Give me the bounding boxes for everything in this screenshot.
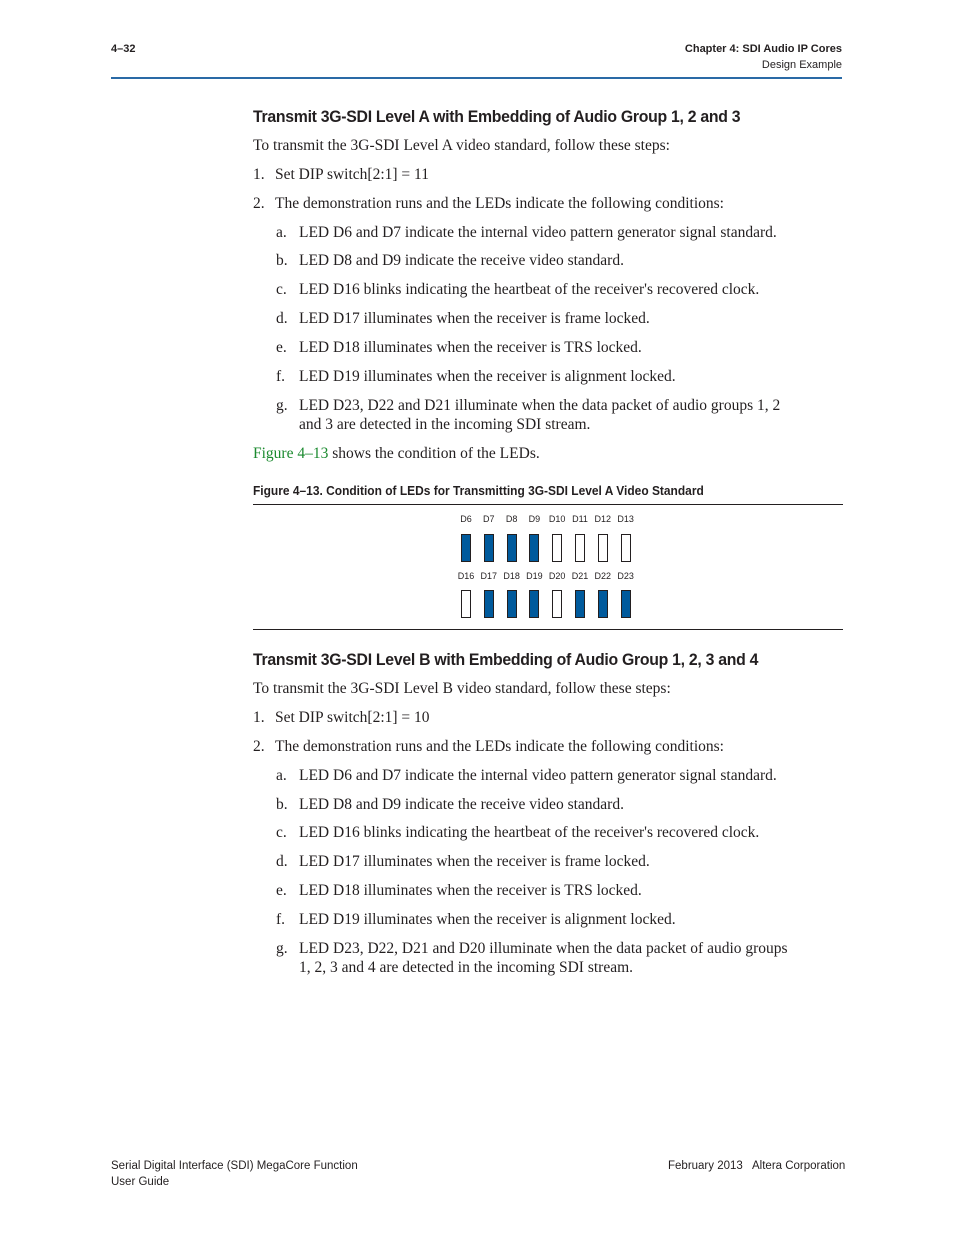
condition-letter: c.	[276, 824, 287, 841]
footer-company: Altera Corporation	[752, 1160, 846, 1172]
led-label: D13	[617, 514, 634, 524]
condition-text: LED D18 illuminates when the receiver is TRS locked.	[299, 882, 642, 899]
condition-letter: a.	[276, 767, 287, 784]
condition-text: LED D8 and D9 indicate the receive video standard.	[299, 252, 624, 269]
led-label: D19	[526, 571, 543, 581]
condition-letter: b.	[276, 796, 288, 813]
led-indicator	[598, 590, 608, 618]
chapter-title: Chapter 4: SDI Audio IP Cores	[684, 43, 842, 55]
step-text: Set DIP switch[2:1] = 10	[275, 709, 430, 726]
led-indicator	[507, 534, 517, 562]
condition-text: LED D16 blinks indicating the heartbeat of the receiver's recovered clock.	[299, 824, 760, 841]
condition-letter: c.	[276, 281, 287, 298]
condition-text: LED D19 illuminates when the receiver is alignment locked.	[299, 368, 676, 385]
section-title: Design Example	[761, 59, 842, 71]
led-label: D16	[457, 571, 475, 581]
led-indicator	[552, 590, 562, 618]
condition-text: LED D19 illuminates when the receiver is alignment locked.	[299, 911, 676, 928]
condition-text: LED D6 and D7 indicate the internal video pattern generator signal standard.	[299, 224, 777, 241]
led-indicator	[461, 534, 471, 562]
page-number: 4–32	[111, 43, 136, 55]
figure-reference	[253, 444, 540, 463]
section-a-heading: Transmit 3G-SDI Level A with Embedding of Audio Group 1, 2 and 3	[253, 107, 741, 126]
condition-letter: d.	[276, 310, 288, 327]
figure-top-rule	[253, 504, 843, 505]
condition-letter: b.	[276, 252, 288, 269]
condition-text: LED D6 and D7 indicate the internal video pattern generator signal standard.	[299, 767, 777, 784]
led-indicator	[575, 534, 585, 562]
step-number: 1.	[253, 166, 265, 183]
figure-link[interactable]: Figure 4–13	[253, 445, 329, 462]
condition-letter: e.	[276, 339, 287, 356]
step-text: The demonstration runs and the LEDs indicate the following conditions:	[275, 195, 724, 212]
section-b-intro: To transmit the 3G-SDI Level B video standard, follow these steps:	[253, 680, 671, 697]
led-indicator	[621, 590, 631, 618]
condition-text: LED D16 blinks indicating the heartbeat of the receiver's recovered clock.	[299, 281, 760, 298]
condition-letter: e.	[276, 882, 287, 899]
condition-letter: d.	[276, 853, 288, 870]
led-indicator	[552, 534, 562, 562]
condition-text: LED D8 and D9 indicate the receive video standard.	[299, 796, 624, 813]
condition-letter: g.	[276, 397, 288, 414]
led-label: D23	[617, 571, 634, 581]
figure-bottom-rule	[253, 629, 843, 630]
led-label: D10	[548, 514, 566, 524]
led-label: D18	[503, 571, 520, 581]
footer-doc-title: Serial Digital Interface (SDI) MegaCore Function	[111, 1160, 358, 1172]
led-label: D22	[594, 571, 612, 581]
led-indicator	[598, 534, 608, 562]
led-indicator	[484, 590, 494, 618]
led-label: D17	[480, 571, 498, 581]
led-label: D21	[571, 571, 589, 581]
condition-text: LED D23, D22, D21 and D20 illuminate when the data packet of audio groups	[299, 940, 788, 957]
led-indicator	[575, 590, 585, 618]
step-number: 2.	[253, 738, 265, 755]
led-indicator	[529, 534, 539, 562]
led-label: D8	[505, 514, 518, 524]
header-rule	[111, 77, 842, 79]
step-text: Set DIP switch[2:1] = 11	[275, 166, 429, 183]
step-number: 2.	[253, 195, 265, 212]
figure-reference-text: shows the condition of the LEDs.	[328, 445, 540, 462]
led-label: D12	[594, 514, 612, 524]
led-indicator	[621, 534, 631, 562]
led-indicator	[507, 590, 517, 618]
led-label: D9	[528, 514, 541, 524]
led-indicator	[461, 590, 471, 618]
led-label: D11	[572, 514, 588, 524]
condition-text: LED D18 illuminates when the receiver is TRS locked.	[299, 339, 642, 356]
footer-doc-subtitle: User Guide	[111, 1176, 170, 1188]
condition-text: 1, 2, 3 and 4 are detected in the incoming SDI stream.	[299, 959, 634, 976]
section-b-heading: Transmit 3G-SDI Level B with Embedding of Audio Group 1, 2, 3 and 4	[253, 650, 759, 669]
step-text: The demonstration runs and the LEDs indicate the following conditions:	[275, 738, 724, 755]
led-label: D7	[483, 514, 495, 524]
figure-caption: Figure 4–13. Condition of LEDs for Transmitting 3G-SDI Level A Video Standard	[253, 483, 704, 498]
led-label: D20	[548, 571, 566, 581]
led-label: D6	[460, 514, 472, 524]
led-indicator	[484, 534, 494, 562]
condition-letter: g.	[276, 940, 288, 957]
condition-text: LED D23, D22 and D21 illuminate when the data packet of audio groups 1, 2	[299, 397, 781, 414]
condition-letter: a.	[276, 224, 287, 241]
condition-text: LED D17 illuminates when the receiver is frame locked.	[299, 853, 650, 870]
footer-date: February 2013	[668, 1160, 743, 1172]
condition-letter: f.	[276, 911, 286, 928]
condition-text: and 3 are detected in the incoming SDI stream.	[299, 416, 591, 433]
condition-text: LED D17 illuminates when the receiver is frame locked.	[299, 310, 650, 327]
section-a-intro: To transmit the 3G-SDI Level A video standard, follow these steps:	[253, 137, 670, 154]
step-number: 1.	[253, 709, 265, 726]
led-indicator	[529, 590, 539, 618]
condition-letter: f.	[276, 368, 286, 385]
